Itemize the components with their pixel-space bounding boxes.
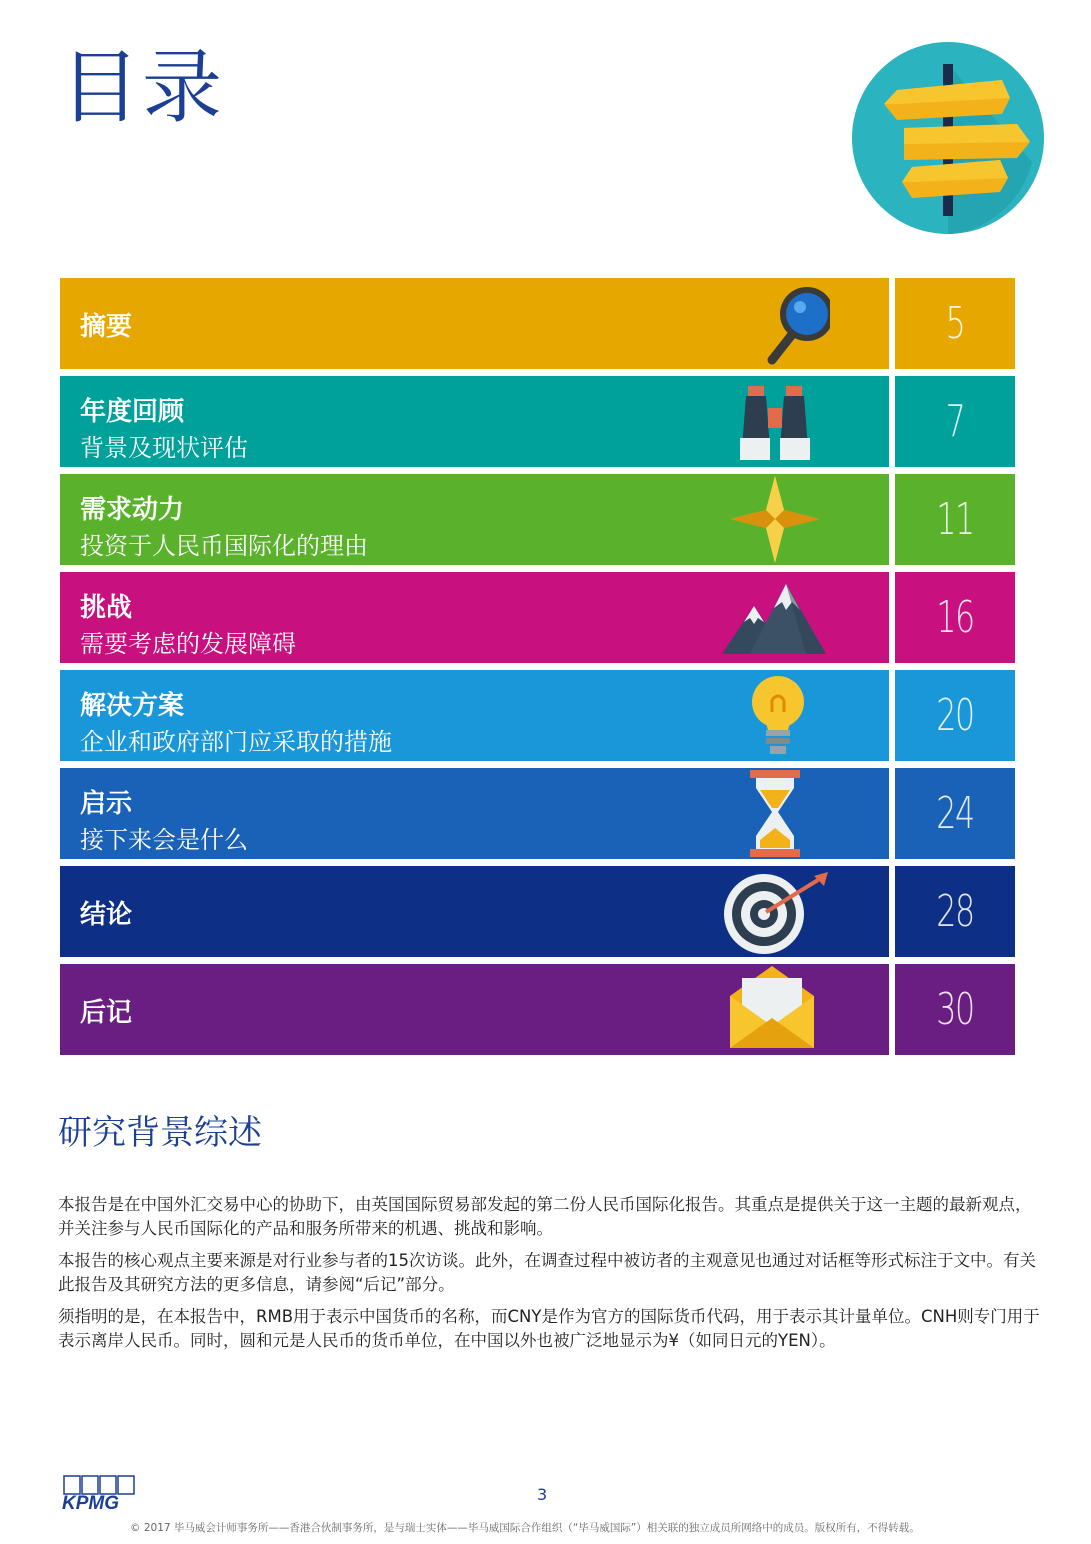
toc-row[interactable] [60, 376, 1015, 467]
toc-row[interactable] [60, 474, 1015, 565]
toc-page-number: 20 [936, 690, 974, 741]
paragraph: 本报告是在中国外汇交易中心的协助下，由英国国际贸易部发起的第二份人民币国际化报告。其重点是提供关于这一主题的最新观点，并关注参与人民币国际化的产品和服务所带来的机遇、挑战和影响。 [58, 1195, 1032, 1238]
section-body [58, 1193, 1043, 1361]
toc-bar[interactable] [60, 866, 889, 957]
toc-title: 结论 [80, 900, 133, 930]
toc-row[interactable] [60, 964, 1015, 1055]
toc-page-box[interactable] [895, 474, 1015, 565]
toc-title: 解决方案 [80, 691, 185, 721]
toc-bar[interactable] [60, 474, 889, 565]
toc-row[interactable] [60, 866, 1015, 957]
toc-page-number: 24 [936, 788, 974, 839]
toc-bar[interactable] [60, 572, 889, 663]
toc-bar[interactable] [60, 964, 889, 1055]
toc-subtitle: 接下来会是什么 [80, 826, 248, 854]
page-number: 3 [537, 1485, 548, 1504]
toc-page-number: 5 [945, 298, 965, 349]
toc-page-box[interactable] [895, 572, 1015, 663]
page-title: 目录 [60, 41, 224, 134]
toc-title: 启示 [80, 789, 133, 819]
magnifier-icon [720, 280, 830, 367]
hourglass-icon [720, 770, 830, 857]
compass-star-icon [720, 476, 830, 563]
paragraph: 须指明的是，在本报告中，RMB用于表示中国货币的名称，而CNY是作为官方的国际货币代码，用于表示其计量单位。CNH则专门用于表示离岸人民币。同时，圆和元是人民币的货币单位，在中国以外也被广泛地显示为¥（如同日元的YEN）。 [58, 1307, 1040, 1350]
toc-page-number: 28 [936, 886, 974, 937]
toc-row[interactable] [60, 572, 1015, 663]
mountains-icon [720, 574, 830, 661]
toc-row[interactable] [60, 768, 1015, 859]
toc-page-box[interactable] [895, 866, 1015, 957]
toc-page-number: 16 [936, 592, 974, 643]
lightbulb-icon [720, 672, 830, 759]
toc-bar[interactable] [60, 278, 889, 369]
toc-bar[interactable] [60, 670, 889, 761]
toc-page-number: 30 [936, 984, 974, 1035]
toc-page-number: 7 [945, 396, 965, 447]
toc-title: 摘要 [80, 312, 133, 342]
toc-row[interactable] [60, 278, 1015, 369]
toc-page-box[interactable] [895, 964, 1015, 1055]
binoculars-icon [720, 378, 830, 465]
toc-page-box[interactable] [895, 768, 1015, 859]
toc-title: 挑战 [80, 593, 133, 623]
toc-title: 后记 [80, 998, 133, 1028]
envelope-icon [720, 966, 830, 1053]
target-icon [720, 868, 830, 955]
toc-page-box[interactable] [895, 376, 1015, 467]
kpmg-logo-text: KPMG [62, 1493, 119, 1512]
toc-page-box[interactable] [895, 670, 1015, 761]
toc-bar[interactable] [60, 768, 889, 859]
toc-title: 需求动力 [80, 495, 185, 525]
toc-subtitle: 投资于人民币国际化的理由 [80, 532, 368, 560]
toc-row[interactable] [60, 670, 1015, 761]
toc-subtitle: 企业和政府部门应采取的措施 [80, 728, 392, 756]
footer-copyright: © 2017 毕马威会计师事务所——香港合伙制事务所，是与瑞士实体——毕马威国际合作组织（“毕马威国际”）相关联的独立成员所网络中的成员。版权所有，不得转载。 [130, 1522, 920, 1534]
kpmg-logo [60, 1472, 140, 1512]
toc-title: 年度回顾 [80, 397, 185, 427]
toc-page-number: 11 [936, 494, 974, 545]
paragraph: 本报告的核心观点主要来源是对行业参与者的15次访谈。此外，在调查过程中被访者的主观意见也通过对话框等形式标注于文中。有关此报告及其研究方法的更多信息，请参阅“后记”部分。 [58, 1251, 1036, 1294]
toc-page-box[interactable] [895, 278, 1015, 369]
toc-subtitle: 背景及现状评估 [80, 434, 248, 462]
section-heading: 研究背景综述 [58, 1113, 262, 1153]
signpost-icon [852, 42, 1044, 234]
toc-bar[interactable] [60, 376, 889, 467]
toc-subtitle: 需要考虑的发展障碍 [80, 630, 296, 658]
